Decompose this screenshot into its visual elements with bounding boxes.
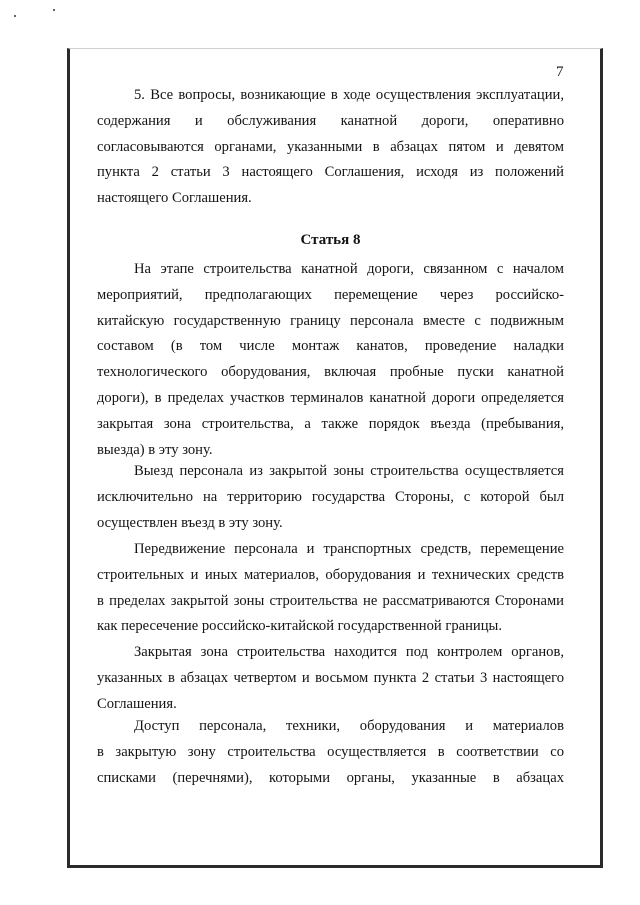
article-paragraph-4 [97,640,564,717]
paragraph-5 [97,83,564,212]
text-line: Передвижение персонала и транспортных средств, перемещение [134,541,564,557]
text-line: мероприятий, предполагающих перемещение через российско- [97,286,564,303]
text-line: закрытая зона строительства, а также порядок въезда (пребывания, [97,415,564,432]
article-paragraph-1 [97,257,564,463]
article-paragraph-5 [97,714,564,791]
text-line: Соглашения. [97,695,177,712]
text-line: настоящего Соглашения. [97,190,252,207]
text-line: исключительно на территорию государства Стороны, с которой был [97,488,564,505]
scan-artifact-dot [53,9,55,11]
text-line: согласовываются органами, указанными в абзацах пятом и девятом [97,138,564,155]
text-line: пункта 2 статьи 3 настоящего Соглашения, исходя из положений [97,164,564,181]
text-line: китайскую государственную границу персонала вместе с подвижным [97,312,564,329]
text-line: Доступ персонала, техники, оборудования и материалов [134,718,564,734]
text-line: строительных и иных материалов, оборудования и технических средств [97,566,564,583]
text-line: технологического оборудования, включая пробные пуски канатной [97,364,564,381]
text-line: На этапе строительства канатной дороги, связанном с началом [134,261,564,277]
text-line: в закрытую зону строительства осуществляется в соответствии со [97,743,564,760]
text-line: составом (в том числе монтаж канатов, проведение наладки [97,338,564,355]
text-line: в пределах закрытой зоны строительства не рассматриваются Сторонами [97,592,564,609]
page-number: 7 [556,64,564,80]
text-line: списками (перечнями), которыми органы, указанные в абзацах [97,769,564,786]
text-line: дороги), в пределах участков терминалов канатной дороги определяется [97,389,564,406]
article-paragraph-3 [97,537,564,640]
text-line: содержания и обслуживания канатной дороги, оперативно [97,112,564,129]
text-line: Закрытая зона строительства находится под контролем органов, [134,644,564,660]
scan-artifact-dot [14,15,16,17]
text-line: как пересечение российско-китайской государственной границы. [97,618,502,635]
text-line: выезда) в эту зону. [97,441,213,458]
text-line: 5. Все вопросы, возникающие в ходе осуществления эксплуатации, [134,87,564,103]
article-title: Статья 8 [300,232,361,248]
text-line: указанных в абзацах четвертом и восьмом пункта 2 статьи 3 настоящего [97,669,564,686]
text-line: Выезд персонала из закрытой зоны строительства осуществляется [134,463,564,479]
article-paragraph-2 [97,459,564,536]
text-line: осуществлен въезд в эту зону. [97,514,283,531]
